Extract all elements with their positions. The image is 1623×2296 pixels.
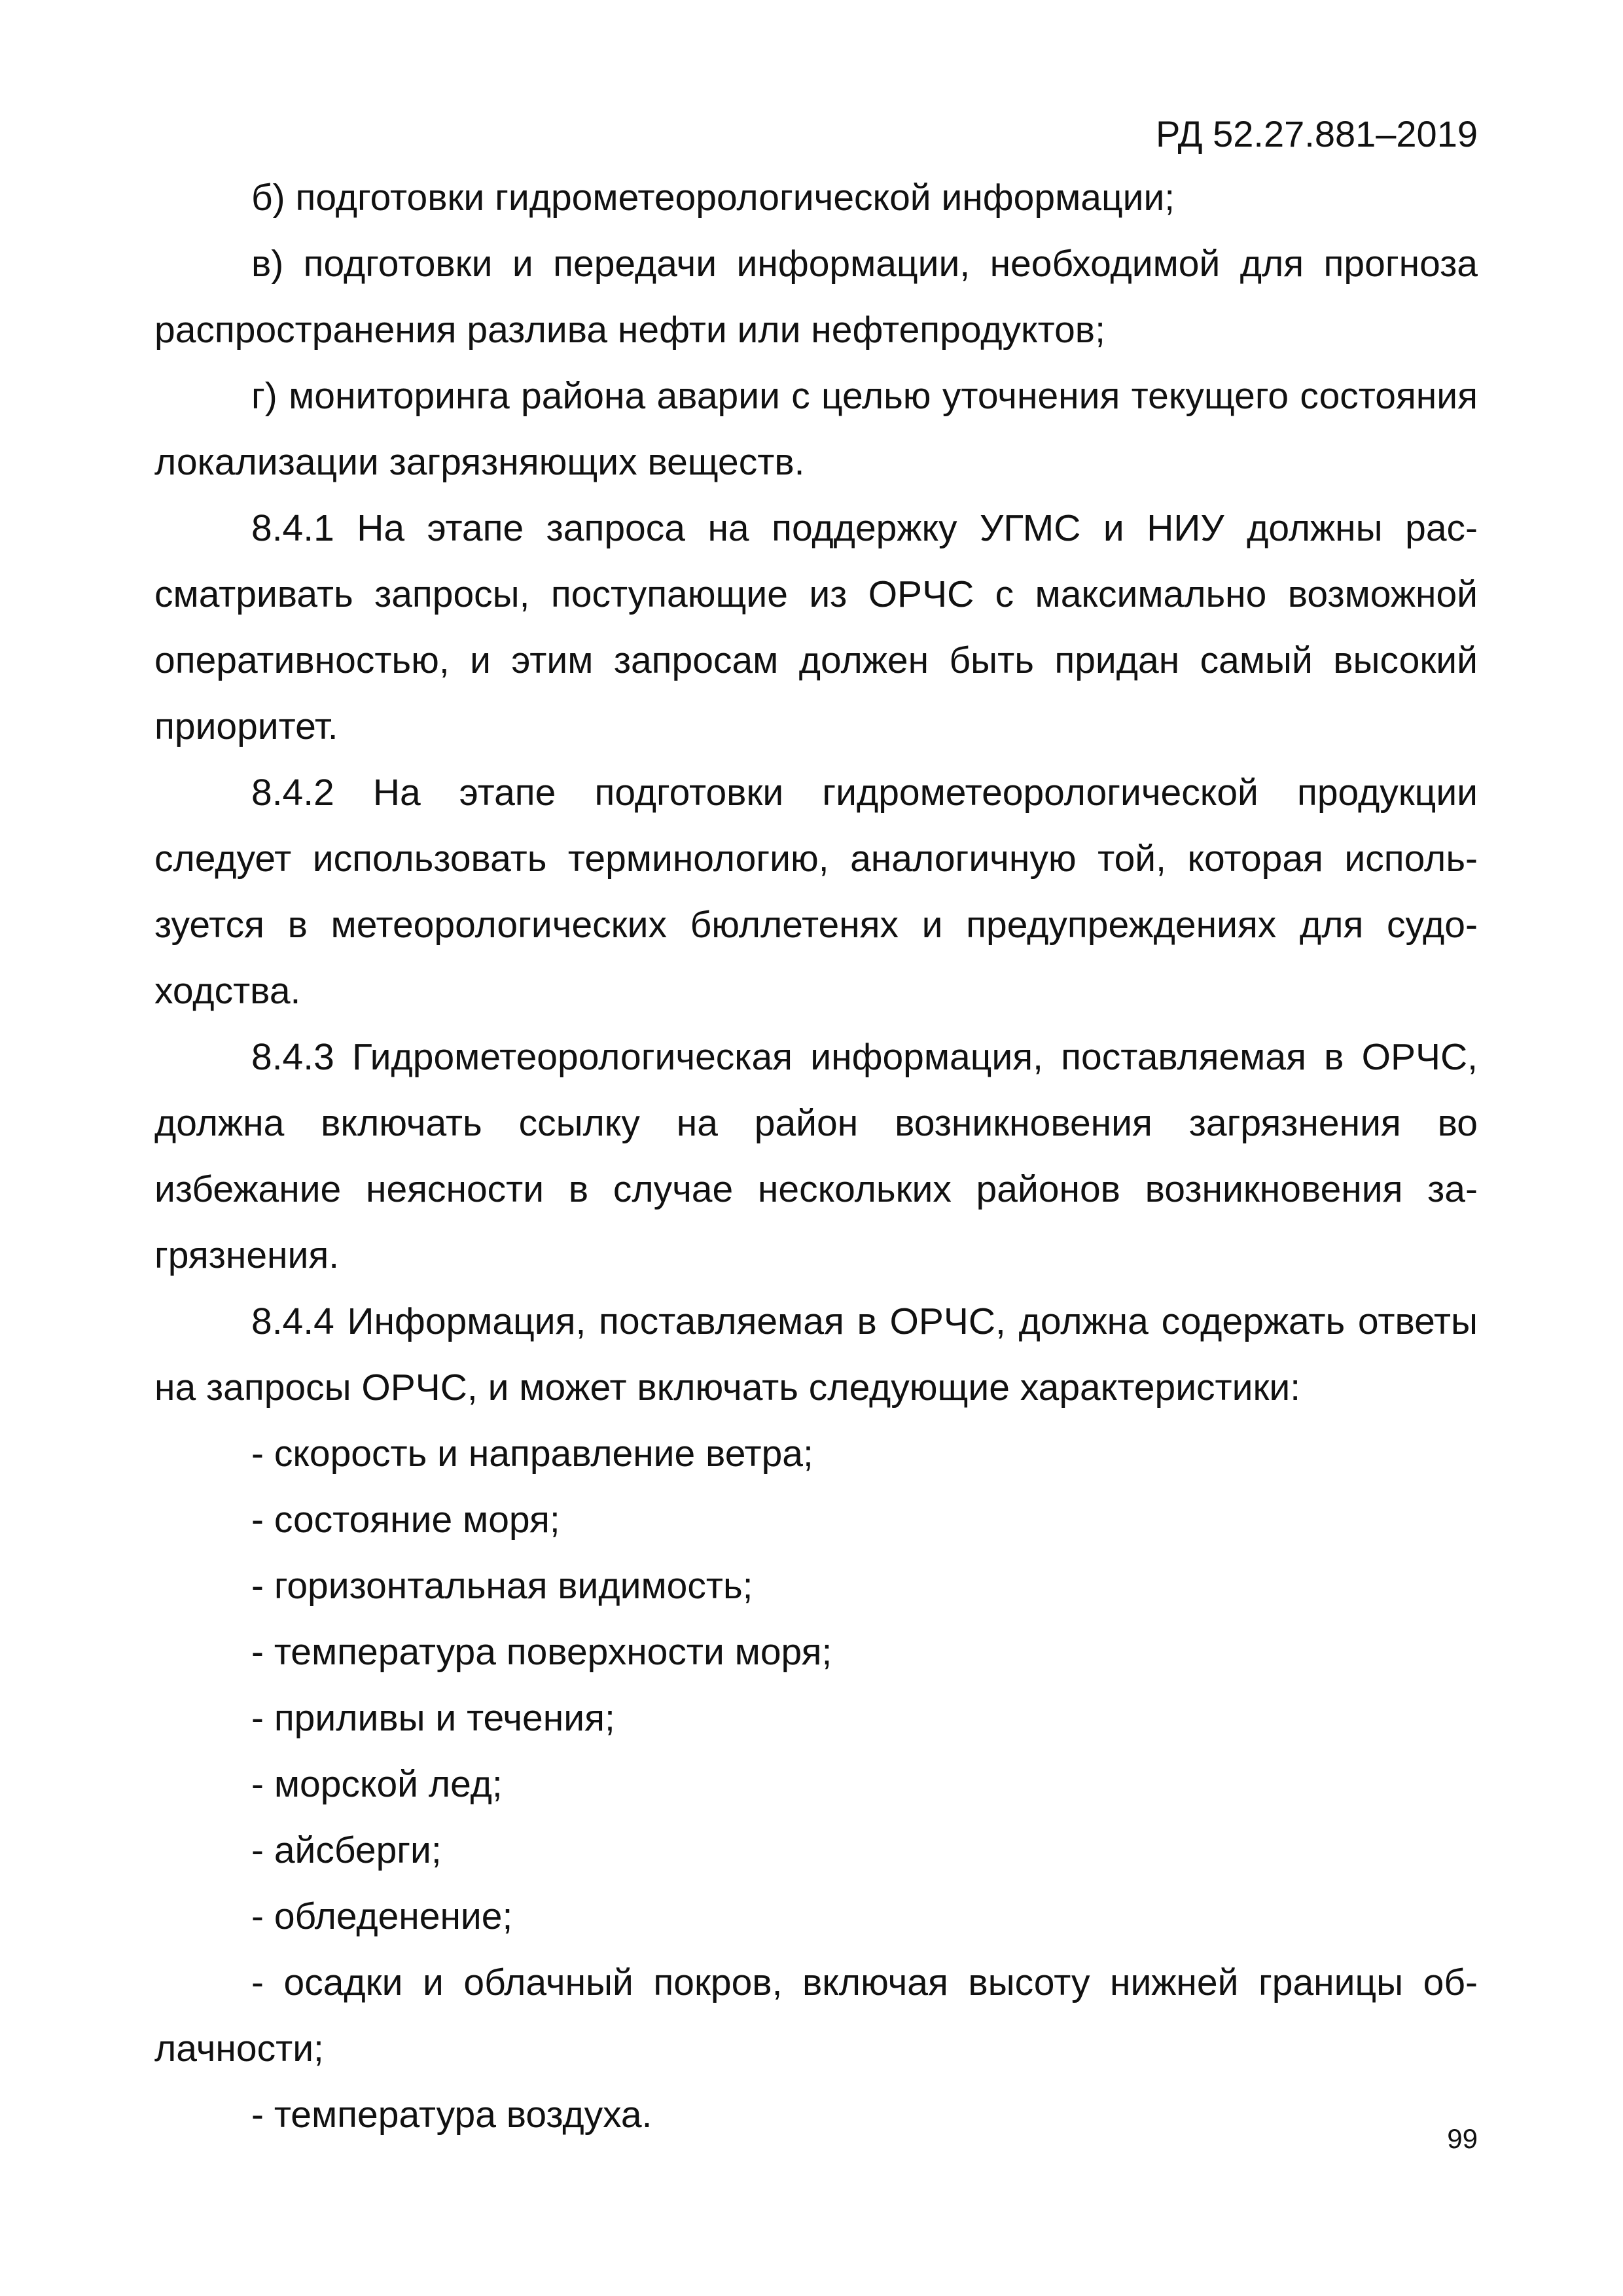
list-item-sea-ice: - морской лед; (251, 1763, 503, 1805)
list-item-icebergs: - айсберги; (251, 1829, 442, 1871)
paragraph-8-4-3: 8.4.3 Гидрометеорологическая информация, поставляемая в ОРЧС, должна включать ссылку на район возникновения загрязнения во избежание неясности в случае нескольких районов возникновения загрязнения. (154, 1036, 1478, 1276)
paragraph-b: б) подготовки гидрометеорологической информации; (251, 177, 1175, 219)
list-item-sea-temperature: - температура поверхности моря; (251, 1631, 832, 1673)
paragraph-8-4-1: 8.4.1 На этапе запроса на поддержку УГМС и НИУ должны рассматривать запросы, поступающие из ОРЧС с максимально возможной оперативностью, и этим запросам должен быть придан самый высокий приоритет. (154, 507, 1478, 747)
list-item-precipitation: - осадки и облачный покров, включая высоту нижней границы облачности; (154, 1962, 1478, 2070)
list-item-wind: - скорость и направление ветра; (251, 1433, 813, 1475)
paragraph-8-4-2: 8.4.2 На этапе подготовки гидрометеорологической продукции следует использовать терминологию, аналогичную той, которая используется в метеорологических бюллетенях и предупреждениях для судоходства. (154, 772, 1478, 1012)
list-item-icing: - обледенение; (251, 1895, 513, 1937)
list-item-sea-state: - состояние моря; (251, 1499, 560, 1541)
document-body (154, 165, 1478, 2148)
document-code: РД 52.27.881–2019 (1156, 113, 1478, 154)
page-number: 99 (1447, 2123, 1478, 2154)
list-item-air-temperature: - температура воздуха. (251, 2094, 652, 2136)
paragraph-8-4-4: 8.4.4 Информация, поставляемая в ОРЧС, должна содержать ответы на запросы ОРЧС, и может включать следующие характеристики: (154, 1300, 1478, 1408)
paragraph-g: г) мониторинга района аварии с целью уточнения текущего состояния локализации загрязняющих веществ. (154, 375, 1478, 483)
paragraph-v: в) подготовки и передачи информации, необходимой для прогноза распространения разлива нефти или нефтепродуктов; (154, 243, 1478, 351)
list-item-visibility: - горизонтальная видимость; (251, 1565, 753, 1607)
list-item-tides: - приливы и течения; (251, 1697, 615, 1739)
